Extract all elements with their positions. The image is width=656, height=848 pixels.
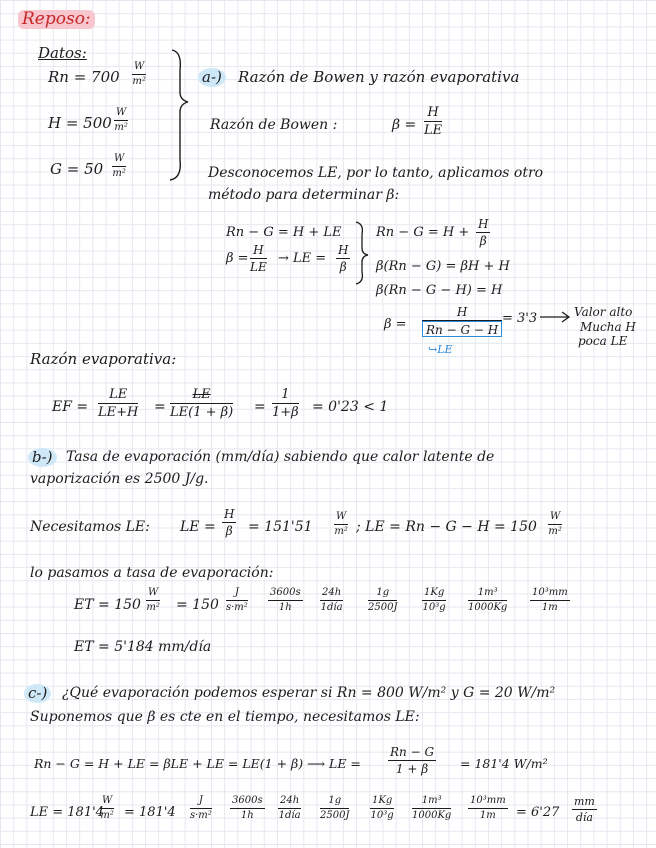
datos-g-unit: $\frac{W}{\text{m²}}$	[112, 153, 126, 179]
razon-evaporativa-label: Razón evaporativa:	[30, 350, 177, 368]
et-label: ET = 150	[74, 597, 141, 613]
datos-h-unit: $\frac{W}{\text{m²}}$	[114, 107, 128, 133]
le-frac: $\frac{H}{\beta}$	[224, 507, 235, 538]
b-heading-line2: vaporización es 2500 J/g.	[30, 471, 209, 487]
et-f-3600: $\frac{3600s}{1h}$	[270, 587, 301, 613]
datos-rn-unit: $\frac{W}{\text{m²}}$	[132, 61, 146, 87]
et-f-1g: $\frac{1g}{2500J}$	[368, 587, 398, 613]
c-f-1kg: $\frac{1Kg}{\text{10³g}}$	[370, 795, 394, 821]
derivation-result: = 3'3	[502, 311, 538, 326]
ef-frac1: $\frac{LE}{LE+H}$	[98, 387, 139, 420]
c-le-unit: $\frac{W}{\text{m²}}$	[100, 795, 114, 821]
desconocemos-line1: Desconocemos LE, por lo tanto, aplicamos otro	[208, 165, 544, 181]
datos-label: Datos:	[38, 44, 87, 62]
derivation-eq1: Rn − G = H +	[376, 225, 470, 240]
datos-rn: Rn = 700	[48, 68, 120, 86]
desconocemos-line2: método para determinar β:	[208, 187, 400, 203]
a-marker: a-)	[198, 68, 226, 87]
bowen-label: Razón de Bowen :	[210, 117, 338, 133]
datos-g: G = 50	[50, 160, 104, 178]
et-eq: = 150	[176, 597, 219, 613]
poca-le: poca LE	[578, 334, 628, 348]
c-heading-line2: Suponemos que β es cte en el tiempo, necesitamos LE:	[30, 709, 420, 725]
derivation-eq1-frac: $\frac{H}{\beta}$	[478, 217, 489, 248]
c-le-label: LE = 181'4	[30, 805, 104, 820]
mucha-h: Mucha H	[580, 320, 636, 334]
b-heading-line1: Tasa de evaporación (mm/día) sabiendo que calor latente de	[66, 449, 495, 465]
derivation-eq4-frac: $\frac{H}{Rn - G - H}$	[422, 306, 502, 337]
c-f-3600: $\frac{3600s}{1h}$	[232, 795, 263, 821]
valor-alto-arrow	[540, 312, 569, 322]
et-f-10mm: $\frac{\text{10³mm}}{1m}$	[532, 587, 568, 613]
c-heading-line1: ¿Qué evaporación podemos esperar si Rn = 800 W/m² y G = 20 W/m²	[62, 685, 556, 701]
et-unit-wm2: $\frac{W}{\text{m²}}$	[146, 587, 160, 613]
et-f-1m3: $\frac{\text{1m³}}{1000Kg}$	[468, 587, 508, 613]
ef-eq2: =	[254, 399, 266, 415]
c-le-eq: = 181'4	[124, 805, 176, 820]
c-eq1-result: = 181'4 W/m²	[460, 756, 548, 771]
system-eq2b: → LE =	[278, 251, 327, 266]
c-result: = 6'27	[516, 805, 560, 820]
le-unit2: $\frac{W}{\text{m²}}$	[548, 511, 562, 537]
et-f-24h: 24h 1día	[320, 587, 343, 613]
et-result: ET = 5'184 mm/día	[74, 639, 212, 655]
c-f-jsm2: $\frac{J}{\text{s·m²}}$	[190, 795, 212, 821]
le-eq2: ; LE = Rn − G − H = 150	[356, 519, 537, 535]
ef-eq: =	[154, 399, 166, 415]
system-brace	[356, 222, 368, 284]
derivation-eq2: β(Rn − G) = βH + H	[376, 259, 510, 274]
c-f-1m3: $\frac{\text{1m³}}{1000Kg}$	[412, 795, 452, 821]
datos-brace	[170, 50, 188, 180]
c-f-10mm: $\frac{\text{10³mm}}{1m}$	[470, 795, 506, 821]
le-eq-label: LE =	[180, 519, 216, 535]
le-unit1: $\frac{W}{\text{m²}}$	[334, 511, 348, 537]
system-eq1: Rn − G = H + LE	[226, 225, 342, 240]
c-marker: c-)	[24, 684, 51, 703]
page-title: Reposo:	[18, 10, 95, 29]
c-result-unit: mm día	[574, 795, 595, 824]
c-eq1-frac: $\frac{Rn - G}{1 + \beta}$	[390, 745, 435, 776]
ef-result: = 0'23 < 1	[312, 399, 389, 415]
et-f-jsm2: $\frac{J}{\text{s·m²}}$	[226, 587, 248, 613]
pasamos-label: lo pasamos a tasa de evaporación:	[30, 565, 274, 581]
ef-label: EF =	[52, 399, 89, 415]
system-eq2-frac2: $\frac{H}{\beta}$	[338, 243, 349, 274]
bowen-fraction: $\frac{H}{LE}$	[424, 105, 443, 138]
c-f-24h: 24h 1día	[278, 795, 301, 821]
c-eq1: Rn − G = H + LE = βLE + LE = LE(1 + β) ⟶ LE =	[34, 756, 361, 771]
valor-alto: Valor alto	[574, 305, 633, 319]
ef-frac3: $\frac{1}{1+\beta}$	[272, 387, 299, 420]
b-marker: b-)	[28, 448, 57, 467]
et-f-1kg: $\frac{1Kg}{\text{10³g}}$	[422, 587, 446, 613]
a-heading: Razón de Bowen y razón evaporativa	[238, 68, 520, 86]
datos-h: H = 500	[48, 114, 112, 132]
derivation-eq3: β(Rn − G − H) = H	[376, 283, 503, 298]
le-note: ↪LE	[428, 343, 453, 356]
necesitamos-le: Necesitamos LE:	[30, 519, 150, 535]
c-f-1g: $\frac{1g}{2500J}$	[320, 795, 350, 821]
system-eq2a: β =	[226, 251, 249, 266]
bowen-beta: β =	[392, 117, 417, 133]
ef-frac2: $\frac{LE}{LE(1 + \beta)}$	[170, 387, 234, 420]
le-value: = 151'51	[248, 519, 313, 535]
system-eq2-frac1: $\frac{H}{LE}$	[250, 243, 267, 274]
derivation-eq4: β =	[384, 317, 407, 332]
